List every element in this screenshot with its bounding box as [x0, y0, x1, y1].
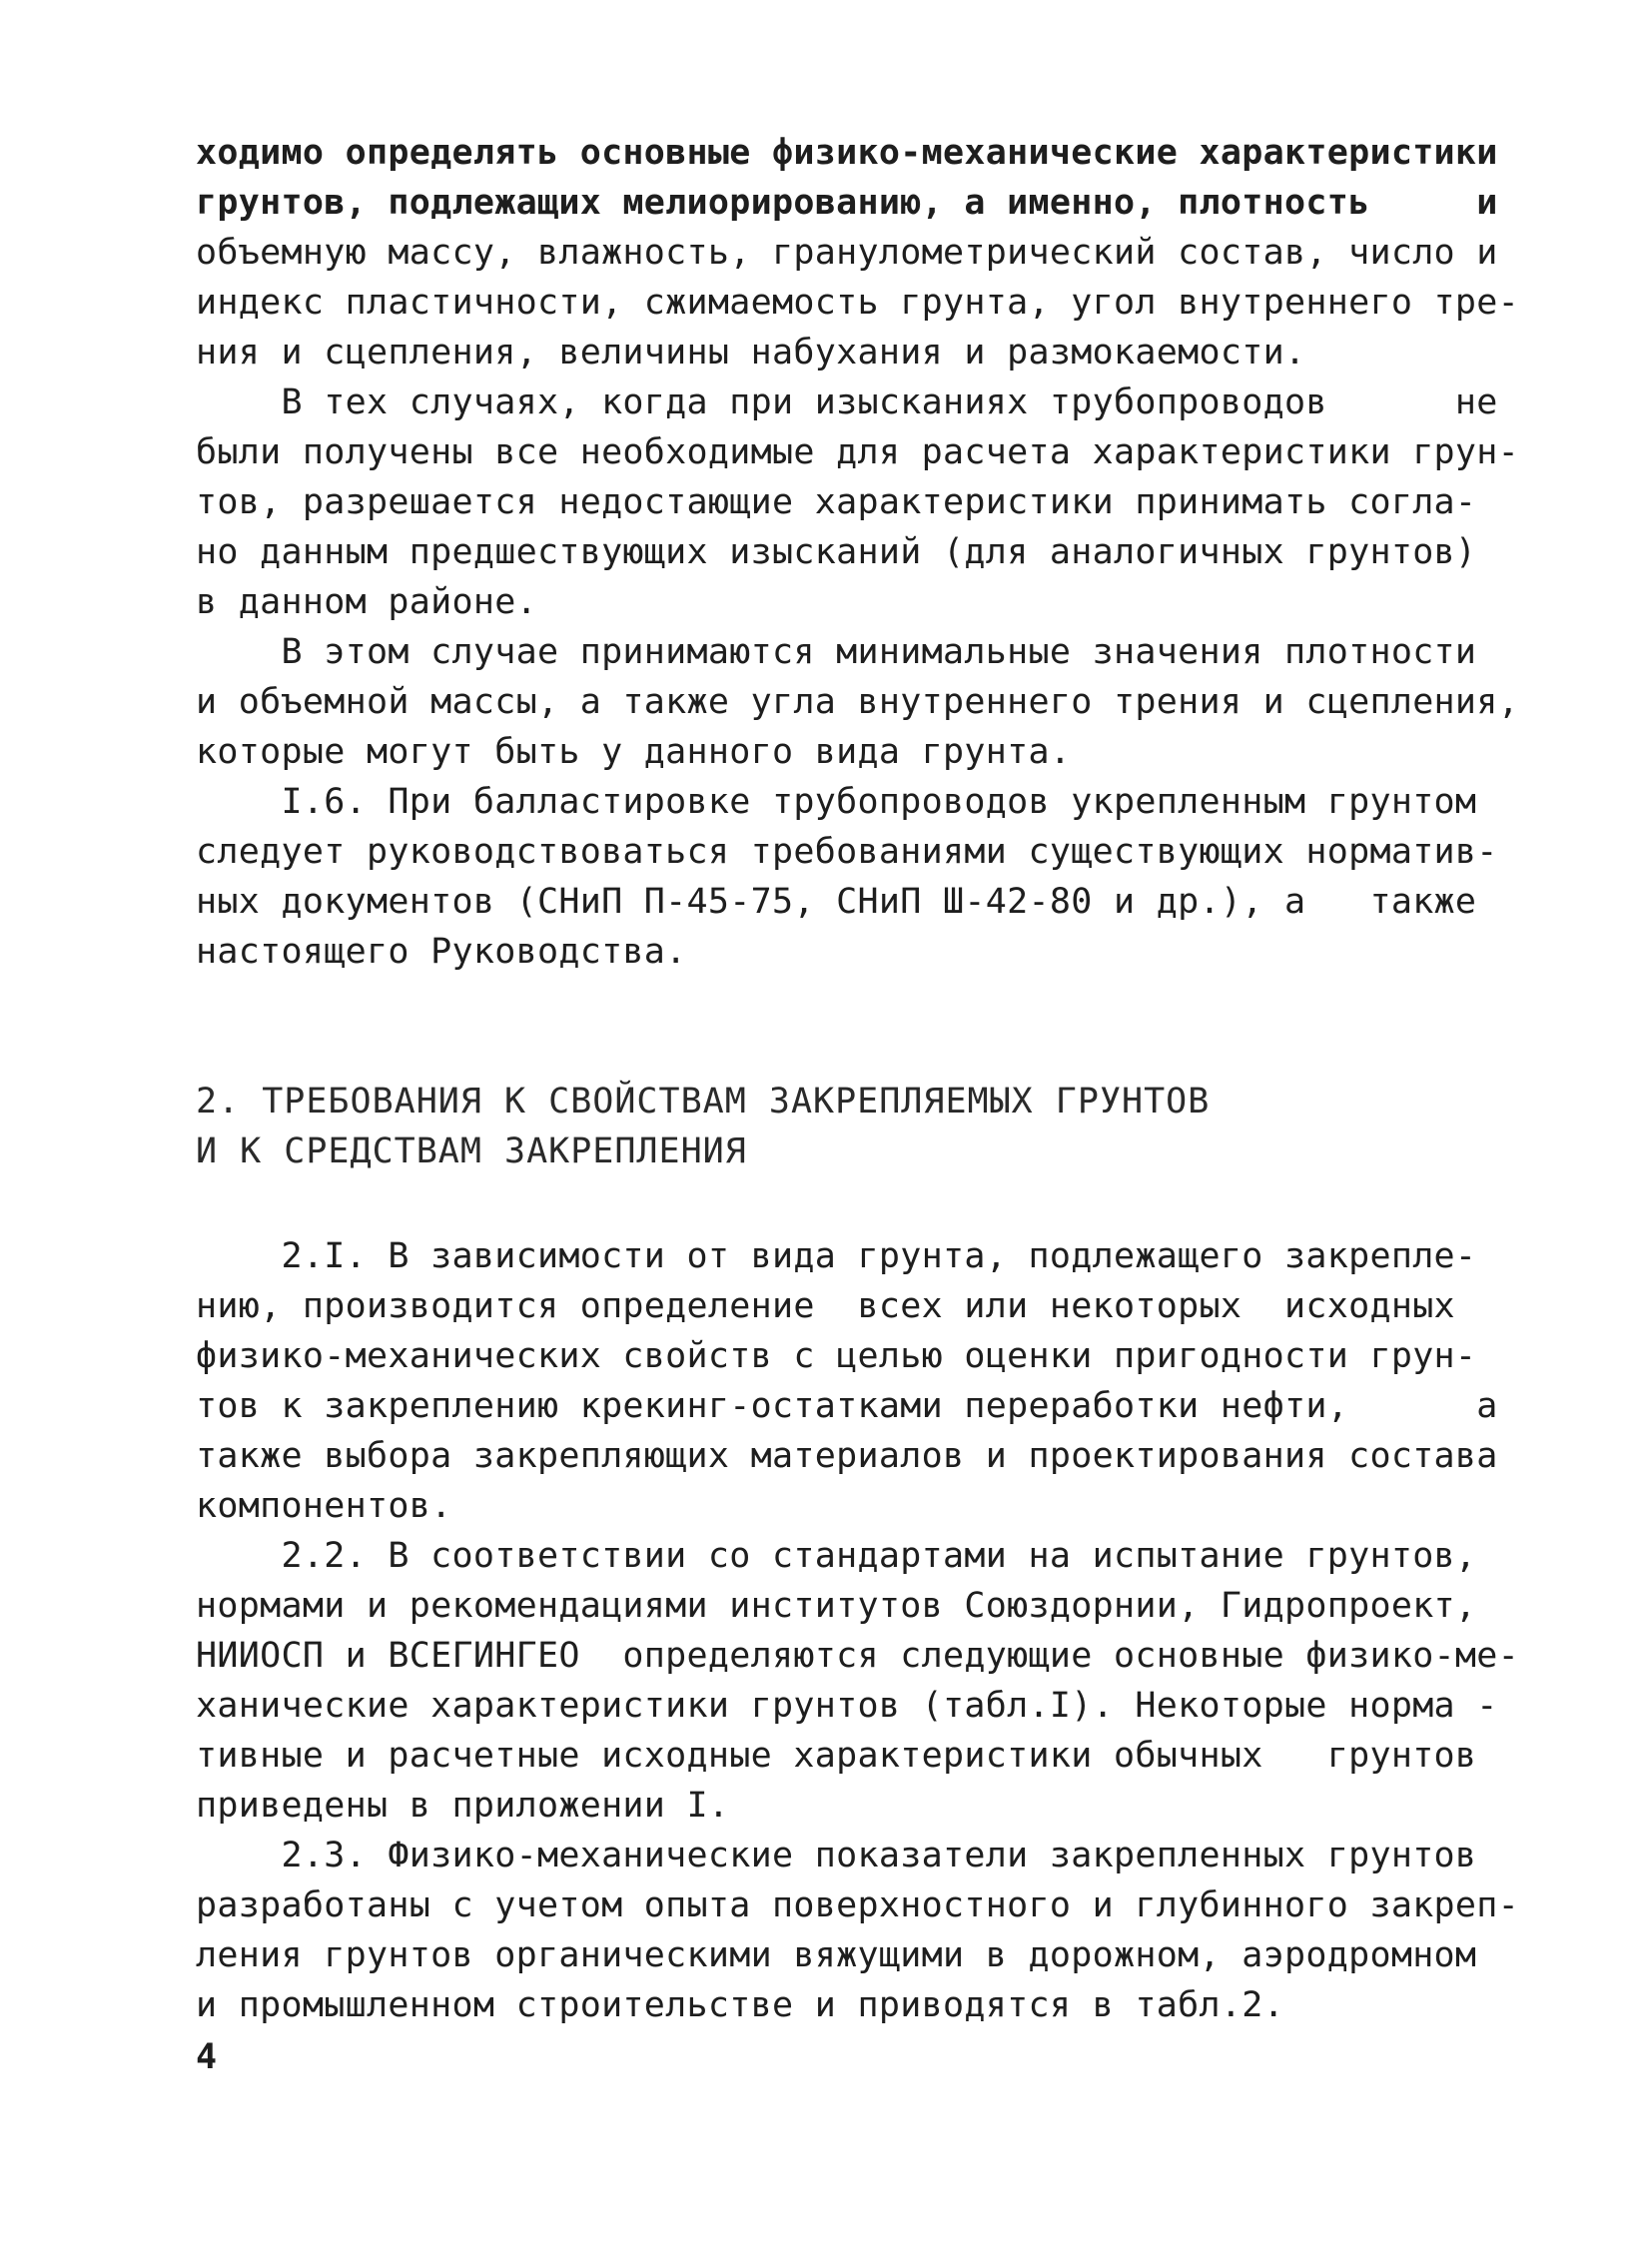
text-line: индекс пластичности, сжимаемость грунта, угол внутреннего тре- — [196, 283, 1520, 323]
text-line: приведены в приложении I. — [196, 1786, 730, 1826]
text-line: объемную массу, влажность, гранулометрический состав, число и — [196, 233, 1498, 273]
text-line: В тех случаях, когда при изысканиях трубопроводов не — [196, 382, 1498, 422]
text-line: тивные и расчетные исходные характеристики обычных грунтов — [196, 1736, 1477, 1776]
text-line: нормами и рекомендациями институтов Союздорнии, Гидропроект, — [196, 1586, 1477, 1626]
text-line: настоящего Руководства. — [196, 932, 687, 972]
text-line: ных документов (СНиП П-45-75, СНиП Ш-42-80 и др.), а также — [196, 882, 1477, 922]
text-line: физико-механических свойств с целью оценки пригодности грун- — [196, 1336, 1477, 1376]
section-heading: 2. ТРЕБОВАНИЯ К СВОЙСТВАМ ЗАКРЕПЛЯЕМЫХ ГРУНТОВ — [196, 1082, 1211, 1121]
text-line: следует руководствоваться требованиями существующих норматив- — [196, 832, 1498, 872]
page-number: 4 — [196, 2037, 218, 2077]
text-line: ханические характеристики грунтов (табл.I). Некоторые норма - — [196, 1686, 1498, 1726]
text-line: грунтов, подлежащих мелиорированию, а именно, плотность и — [196, 183, 1498, 223]
text-line: которые могут быть у данного вида грунта. — [196, 732, 1072, 772]
text-line: компонентов. — [196, 1486, 452, 1526]
text-line: НИИОСП и ВСЕГИНГЕО определяются следующие основные физико-ме- — [196, 1636, 1520, 1676]
text-line: 2.I. В зависимости от вида грунта, подлежащего закрепле- — [196, 1236, 1477, 1276]
text-line: 2.2. В соответствии со стандартами на испытание грунтов, — [196, 1536, 1477, 1576]
text-line: нию, производится определение всех или некоторых исходных — [196, 1286, 1455, 1326]
text-line: но данным предшествующих изысканий (для аналогичных грунтов) — [196, 532, 1477, 572]
text-line: 2.3. Физико-механические показатели закрепленных грунтов — [196, 1836, 1477, 1875]
text-line: были получены все необходимые для расчета характеристики грун- — [196, 432, 1520, 472]
text-line: тов, разрешается недостающие характеристики принимать согла- — [196, 482, 1477, 522]
text-line: и промышленном строительстве и приводятся в табл.2. — [196, 1985, 1284, 2025]
section-heading: И К СРЕДСТВАМ ЗАКРЕПЛЕНИЯ — [196, 1131, 747, 1171]
text-line: I.6. При балластировке трубопроводов укрепленным грунтом — [196, 782, 1477, 822]
text-line: В этом случае принимаются минимальные значения плотности — [196, 632, 1477, 672]
text-line: тов к закреплению крекинг-остатками переработки нефти, а — [196, 1386, 1498, 1426]
text-line: ния и сцепления, величины набухания и размокаемости. — [196, 333, 1306, 373]
text-line: в данном районе. — [196, 582, 537, 622]
text-line: ления грунтов органическими вяжущими в дорожном, аэродромном — [196, 1935, 1477, 1975]
text-line: ходимо определять основные физико-механические характеристики — [196, 133, 1498, 173]
text-line: и объемной массы, а также угла внутреннего трения и сцепления, — [196, 682, 1520, 722]
text-line: разработаны с учетом опыта поверхностного и глубинного закреп- — [196, 1885, 1520, 1925]
text-line: также выбора закрепляющих материалов и проектирования состава — [196, 1436, 1498, 1476]
